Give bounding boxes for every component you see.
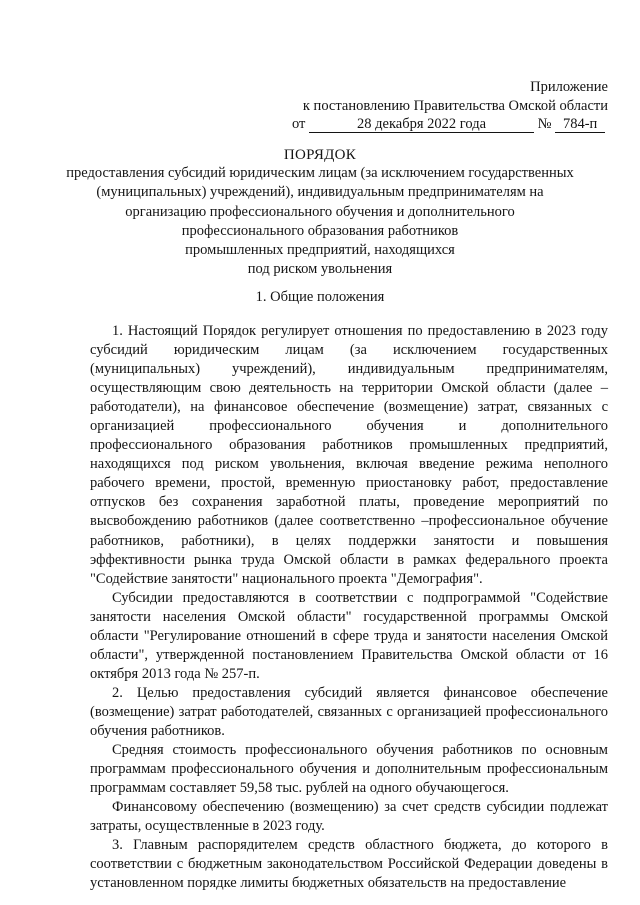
subtitle-line: профессионального образования работников [181, 222, 459, 239]
document-title: ПОРЯДОК [283, 147, 357, 163]
resolution-reference: к постановлению Правительства Омской области [302, 98, 608, 114]
from-label: от [292, 116, 306, 132]
number-sign: № [537, 116, 552, 132]
resolution-date: 28 декабря 2022 года [309, 117, 534, 133]
appendix-header [303, 78, 608, 116]
section-heading: 1. Общие положения [255, 289, 385, 305]
paragraph: Финансовому обеспечению (возмещению) за счет средств субсидии подлежат затраты, осуществленные в 2023 году. [90, 799, 608, 835]
subtitle-line: под риском увольнения [247, 261, 393, 278]
paragraph: Субсидии предоставляются в соответствии с подпрограммой "Содействие занятости населения Омской области" государственной программы Омской области "Регулирование отношений в сфере труда и занятости населения Омской области", утвержденной постановлением Правительства Омской области от 16 октября 2013 года № 257-п. [90, 589, 608, 682]
subtitle-line: предоставления субсидий юридическим лицам (за исключением государственных [66, 165, 574, 181]
resolution-date-line [292, 115, 605, 134]
paragraph: 3. Главным распорядителем средств областного бюджета, до которого в соответствии с бюджетным законодательством Российской Федерации доведены в установленном порядке лимиты бюджетных обязательств на предоставление [90, 837, 608, 892]
subtitle-line: (муниципальных) учреждений), индивидуальным предпринимателям на [96, 184, 544, 201]
resolution-number: 784-п [555, 117, 605, 133]
subtitle-line: промышленных предприятий, находящихся [185, 242, 455, 259]
paragraph: 1. Настоящий Порядок регулирует отношения по предоставлению в 2023 году субсидий юридическим лицам (за исключением государственных (муниципальных) учреждений), индивидуальным предпринимателям, осуществляющим свою деятельность на территории Омской области (далее – работодатели), на финансовое обеспечение (возмещение) затрат, связанных с организацией профессионального обучения и дополнительного профессионального образования работников промышленных предприятий, находящихся под риском увольнения, включая введение режима неполного рабочего времени, простой, временную приостановку работ, предоставление отпусков без сохранения заработной платы, проведение мероприятий по высвобождению работников (далее соответственно –профессиональное обучение работников, работники), в целях поддержки занятости и повышения эффективности рынка труда Омской области в рамках федерального проекта "Содействие занятости" национального проекта "Демография". [90, 323, 608, 587]
paragraph: 2. Целью предоставления субсидий является финансовое обеспечение (возмещение) затрат работодателей, связанных с организацией профессионального обучения работников. [90, 684, 608, 739]
appendix-label: Приложение [530, 79, 608, 95]
document-body [90, 322, 608, 893]
paragraph: Средняя стоимость профессионального обучения работников по основным программам профессионального обучения и дополнительным профессиональным программам составляет 59,58 тыс. рублей на одного обучающегося. [90, 742, 608, 797]
subtitle-line: организацию профессионального обучения и дополнительного [125, 203, 515, 220]
document-subtitle [30, 164, 610, 280]
